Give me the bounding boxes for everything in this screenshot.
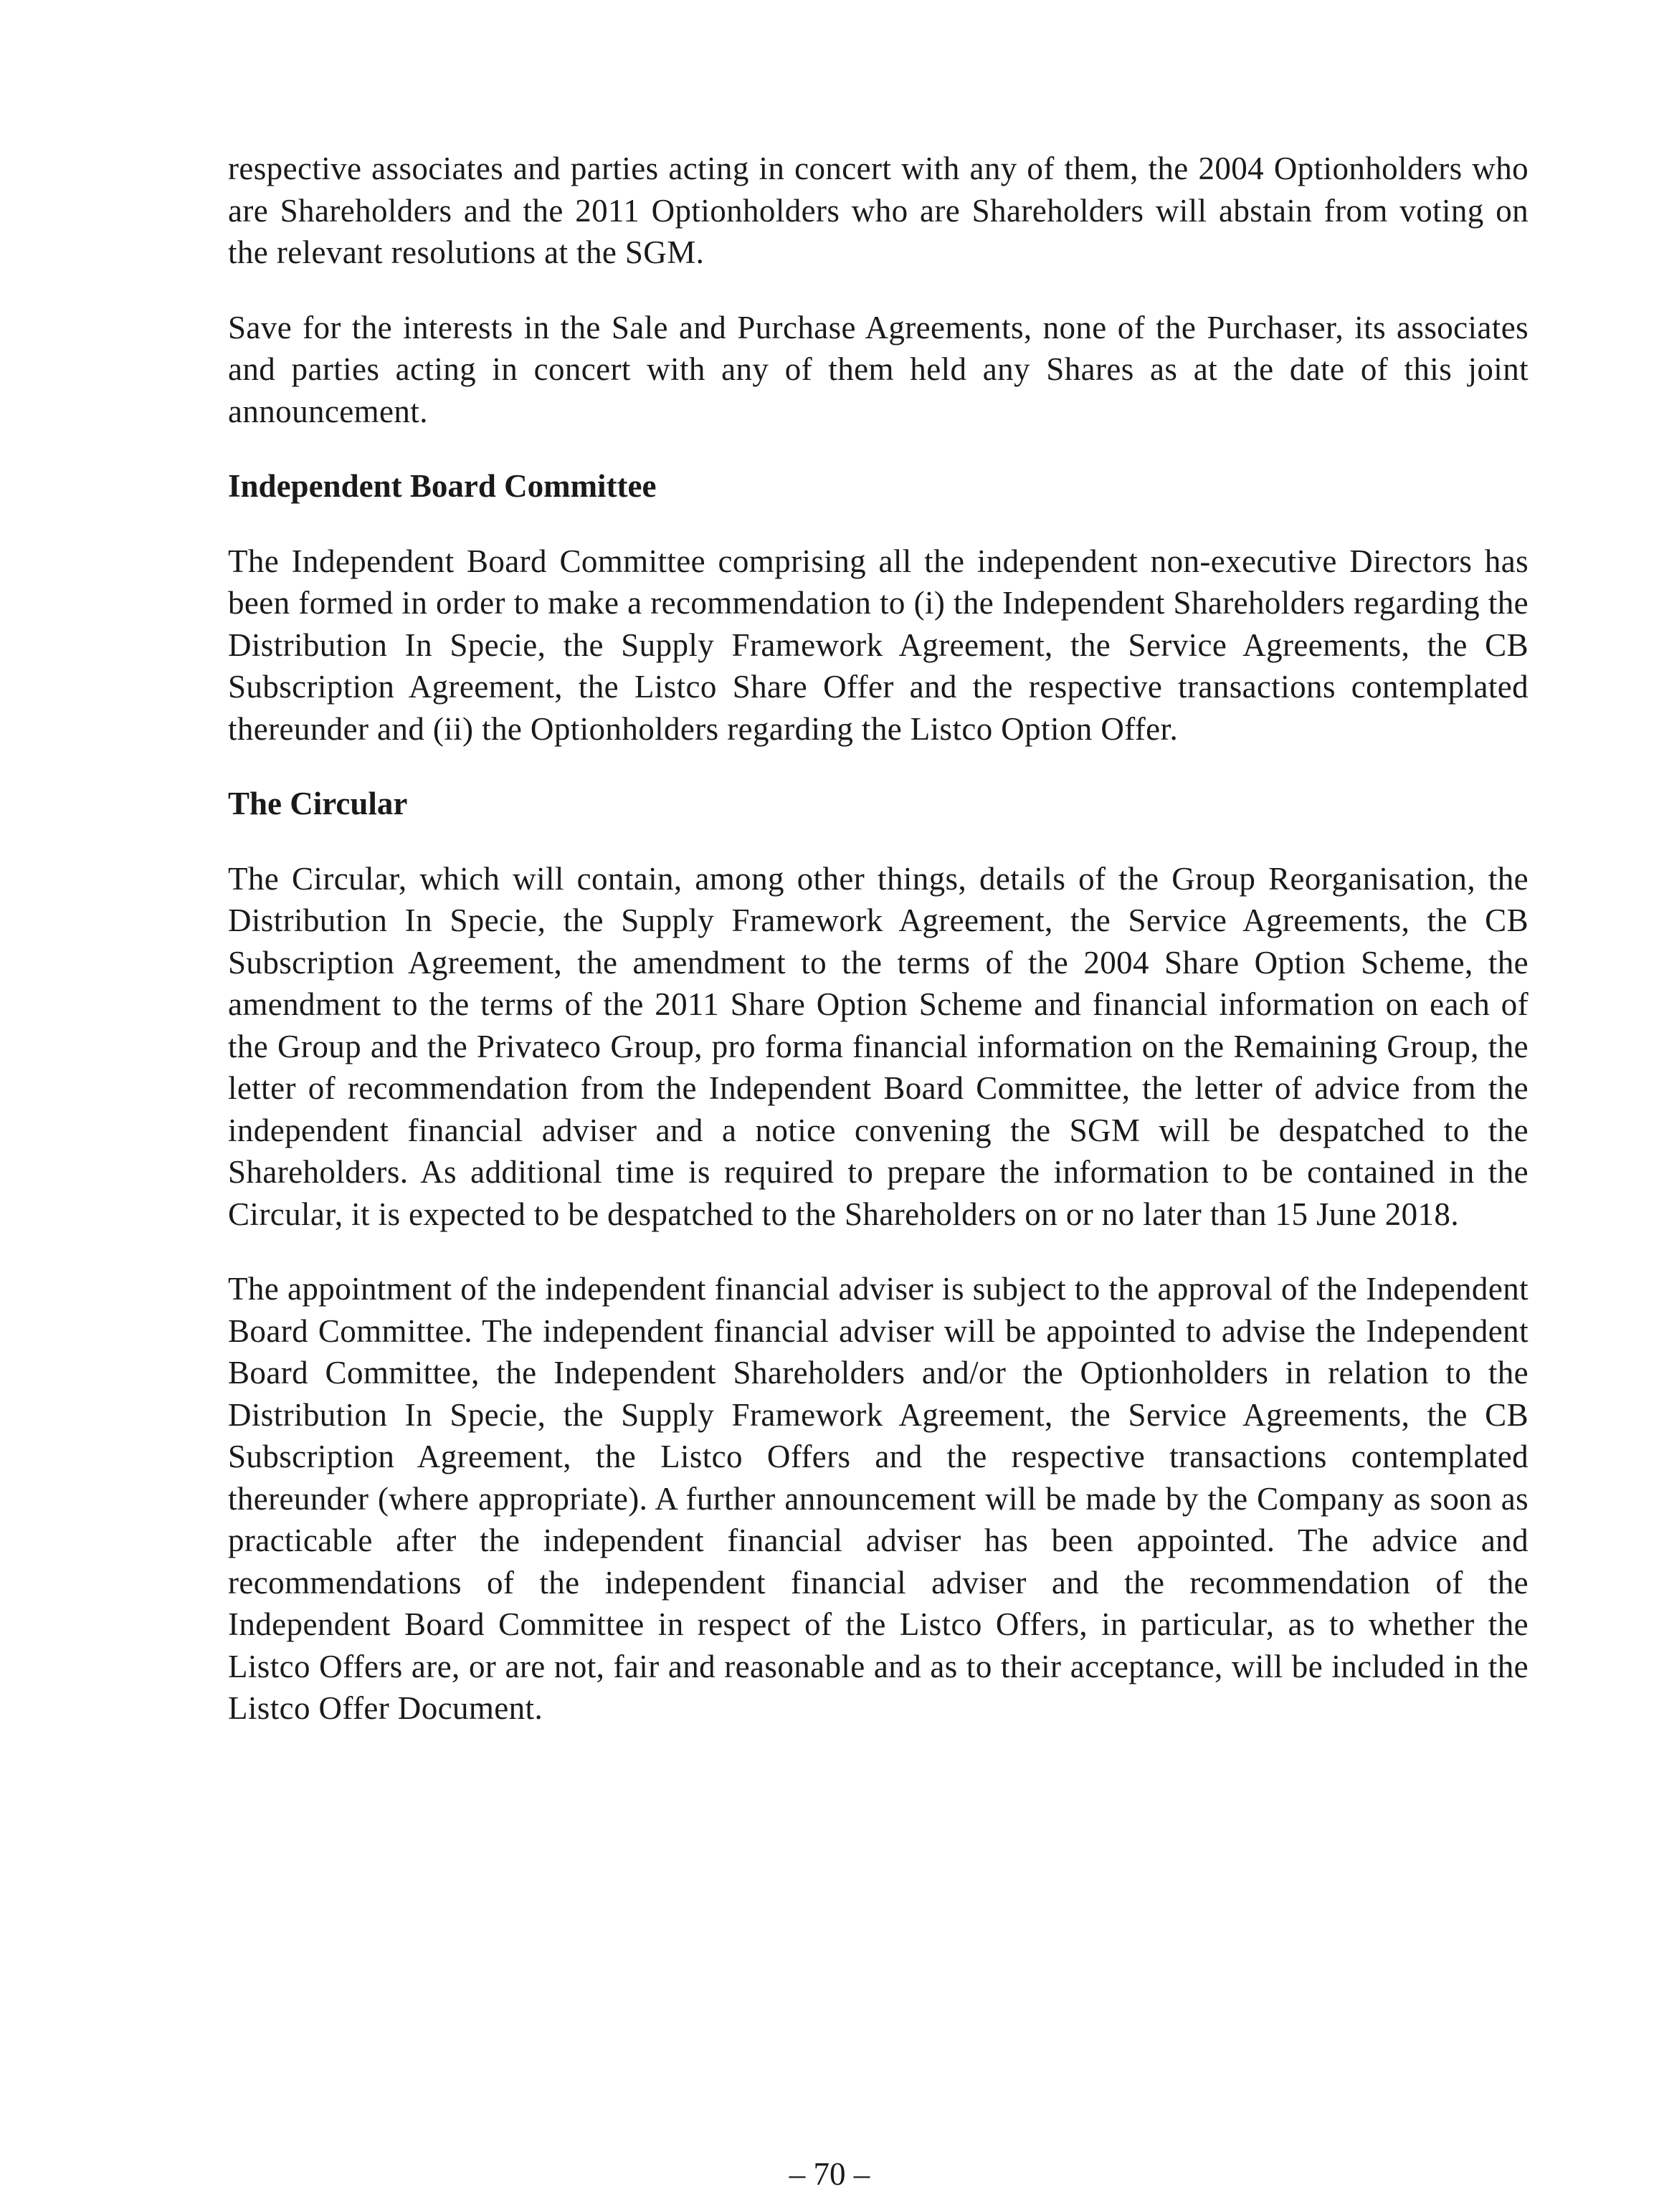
heading-independent-board-committee: Independent Board Committee xyxy=(228,468,657,504)
paragraph-ibc-recommendation: The Independent Board Committee comprising all the independent non-executive Directors has been formed in order to make a recommendation to (i) the Independent Shareholders regarding the Distribution In Specie, the Supply Framework Agreement, the Service Agreements, the CB Subscription Agreement, the Listco Share Offer and the respective transactions contemplated thereunder and (ii) the Optionholders regarding the Listco Option Offer. xyxy=(228,543,1529,747)
document-page xyxy=(228,148,1529,1730)
paragraph-abstain-voting: respective associates and parties acting in concert with any of them, the 2004 Optionholders who are Shareholders and the 2011 Optionholders who are Shareholders will abstain from voting on the relevant resolutions at the SGM. xyxy=(228,151,1529,270)
paragraph-circular-contents: The Circular, which will contain, among other things, details of the Group Reorganisation, the Distribution In Specie, the Supply Framework Agreement, the Service Agreements, the CB Subscription Agreement, the amendment to the terms of the 2004 Share Option Scheme, the amendment to the terms of the 2011 Share Option Scheme and financial information on each of the Group and the Privateco Group, pro forma financial information on the Remaining Group, the letter of recommendation from the Independent Board Committee, the letter of advice from the independent financial adviser and a notice convening the SGM will be despatched to the Shareholders. As additional time is required to prepare the information to be contained in the Circular, it is expected to be despatched to the Shareholders on or no later than 15 June 2018. xyxy=(228,860,1529,1232)
heading-the-circular: The Circular xyxy=(228,786,408,821)
paragraph-ifa-appointment: The appointment of the independent financial adviser is subject to the approval of the Independent Board Committee. The independent financial adviser will be appointed to advise the Independent Board Committee, the Independent Shareholders and/or the Optionholders in relation to the Distribution In Specie, the Supply Framework Agreement, the Service Agreements, the CB Subscription Agreement, the Listco Offers and the respective transactions contemplated thereunder (where appropriate). A further announcement will be made by the Company as soon as practicable after the independent financial adviser has been appointed. The advice and recommendations of the independent financial adviser and the recommendation of the Independent Board Committee in respect of the Listco Offers, in particular, as to whether the Listco Offers are, or are not, fair and reasonable and as to their acceptance, will be included in the Listco Offer Document. xyxy=(228,1271,1529,1726)
paragraph-purchaser-interests: Save for the interests in the Sale and Purchase Agreements, none of the Purchaser, its associates and parties acting in concert with any of them held any Shares as at the date of this joint announcement. xyxy=(228,309,1529,429)
page-number: – 70 – xyxy=(789,2156,870,2192)
